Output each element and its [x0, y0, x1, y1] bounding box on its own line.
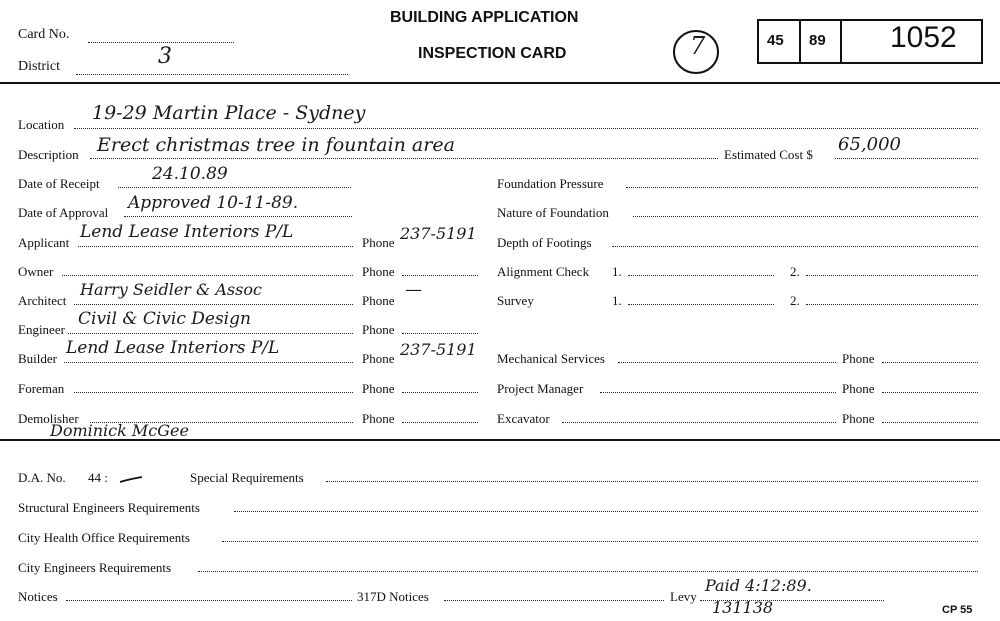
special-field[interactable] [326, 481, 978, 482]
survey-one-field[interactable] [628, 304, 774, 305]
depth-footings-label: Depth of Footings [497, 235, 592, 250]
date-approval-field[interactable] [124, 216, 352, 217]
signature-note: Dominick McGee [50, 421, 189, 440]
special-label: Special Requirements [190, 470, 304, 485]
foundation-pressure-label: Foundation Pressure [497, 176, 604, 191]
architect-phone-value: — [405, 280, 422, 300]
engineer-phone-field[interactable] [402, 333, 478, 334]
demolisher-phone-label: Phone [362, 411, 395, 426]
da-value: 44 : [88, 470, 108, 485]
box-mid-value: 89 [809, 32, 826, 49]
box-left-value: 45 [767, 32, 784, 49]
architect-phone-label: Phone [362, 293, 395, 308]
excavator-label: Excavator [497, 411, 550, 426]
applicant-label: Applicant [18, 235, 70, 250]
notices-field[interactable] [66, 600, 352, 601]
structural-field[interactable] [234, 511, 978, 512]
card-no-label: Card No. [18, 27, 70, 42]
date-approval-value: Approved 10-11-89. [128, 193, 299, 213]
district-label: District [18, 59, 60, 74]
engineer-field[interactable] [68, 333, 353, 334]
builder-label: Builder [18, 351, 57, 366]
box-divider [799, 19, 801, 64]
health-field[interactable] [222, 541, 978, 542]
survey-label: Survey [497, 293, 534, 308]
applicant-phone-label: Phone [362, 235, 395, 250]
nature-foundation-field[interactable] [633, 216, 978, 217]
form-code: CP 55 [942, 604, 973, 616]
builder-phone-value: 237-5191 [400, 340, 477, 359]
survey-one-label: 1. [612, 293, 622, 308]
city-eng-label: City Engineers Requirements [18, 560, 172, 575]
box-divider [840, 19, 842, 64]
structural-label: Structural Engineers Requirements [18, 500, 200, 515]
builder-field[interactable] [64, 362, 353, 363]
box-right-value: 1052 [890, 21, 957, 54]
architect-value: Harry Seidler & Assoc [80, 280, 262, 299]
district-field[interactable] [76, 74, 348, 75]
health-label: City Health Office Requirements [18, 530, 190, 545]
estimated-cost-field[interactable] [835, 158, 978, 159]
city-eng-field[interactable] [198, 571, 978, 572]
estimated-cost-label: Estimated Cost $ [724, 147, 813, 162]
architect-field[interactable] [74, 304, 353, 305]
n317-label: 317D Notices [357, 589, 429, 604]
estimated-cost-value: 65,000 [838, 134, 901, 155]
excavator-field[interactable] [562, 422, 836, 423]
foreman-phone-label: Phone [362, 381, 395, 396]
alignment-two-field[interactable] [806, 275, 978, 276]
n317-field[interactable] [444, 600, 664, 601]
card-no-field[interactable] [88, 42, 234, 43]
engineer-label: Engineer [18, 322, 65, 337]
builder-value: Lend Lease Interiors P/L [66, 338, 280, 358]
da-dash-icon [118, 475, 144, 485]
mechanical-field[interactable] [618, 362, 836, 363]
project-manager-label: Project Manager [497, 381, 584, 396]
applicant-value: Lend Lease Interiors P/L [80, 222, 294, 242]
location-value: 19-29 Martin Place - Sydney [92, 102, 366, 124]
date-receipt-label: Date of Receipt [18, 176, 100, 191]
foreman-label: Foreman [18, 381, 65, 396]
depth-footings-field[interactable] [612, 246, 978, 247]
demolisher-label: Demolisher [18, 411, 79, 426]
engineer-value: Civil & Civic Design [78, 309, 251, 329]
demolisher-phone-field[interactable] [402, 422, 478, 423]
description-value: Erect christmas tree in fountain area [97, 134, 455, 156]
project-manager-field[interactable] [600, 392, 836, 393]
levy-number: 131138 [712, 598, 774, 617]
owner-phone-label: Phone [362, 264, 395, 279]
description-field[interactable] [90, 158, 718, 159]
owner-field[interactable] [62, 275, 353, 276]
alignment-check-label: Alignment Check [497, 264, 590, 279]
location-field[interactable] [74, 128, 978, 129]
foreman-field[interactable] [74, 392, 353, 393]
date-receipt-value: 24.10.89 [152, 164, 228, 184]
da-label: D.A. No. [18, 470, 66, 485]
applicant-phone-value: 237-5191 [400, 224, 477, 243]
title-line2: INSPECTION CARD [418, 45, 567, 62]
nature-foundation-label: Nature of Foundation [497, 205, 609, 220]
engineer-phone-label: Phone [362, 322, 395, 337]
notices-label: Notices [18, 589, 58, 604]
survey-two-field[interactable] [806, 304, 978, 305]
alignment-one-label: 1. [612, 264, 622, 279]
circled-mark-value: 7 [690, 32, 706, 60]
title-line1: BUILDING APPLICATION [390, 9, 579, 26]
levy-label: Levy [670, 589, 697, 604]
builder-phone-label: Phone [362, 351, 395, 366]
header-divider [0, 82, 1000, 84]
survey-two-label: 2. [790, 293, 800, 308]
alignment-two-label: 2. [790, 264, 800, 279]
architect-label: Architect [18, 293, 67, 308]
mechanical-phone-field[interactable] [882, 362, 978, 363]
date-approval-label: Date of Approval [18, 205, 109, 220]
location-label: Location [18, 117, 65, 132]
mechanical-phone-label: Phone [842, 351, 875, 366]
owner-phone-field[interactable] [402, 275, 478, 276]
mechanical-label: Mechanical Services [497, 351, 605, 366]
excavator-phone-field[interactable] [882, 422, 978, 423]
foundation-pressure-field[interactable] [626, 187, 978, 188]
description-label: Description [18, 147, 79, 162]
project-manager-phone-label: Phone [842, 381, 875, 396]
district-value: 3 [158, 44, 172, 69]
date-receipt-field[interactable] [118, 187, 351, 188]
foreman-phone-field[interactable] [402, 392, 478, 393]
project-manager-phone-field[interactable] [882, 392, 978, 393]
alignment-one-field[interactable] [628, 275, 774, 276]
excavator-phone-label: Phone [842, 411, 875, 426]
levy-value: Paid 4:12:89. [705, 576, 812, 595]
owner-label: Owner [18, 264, 54, 279]
applicant-field[interactable] [78, 246, 353, 247]
